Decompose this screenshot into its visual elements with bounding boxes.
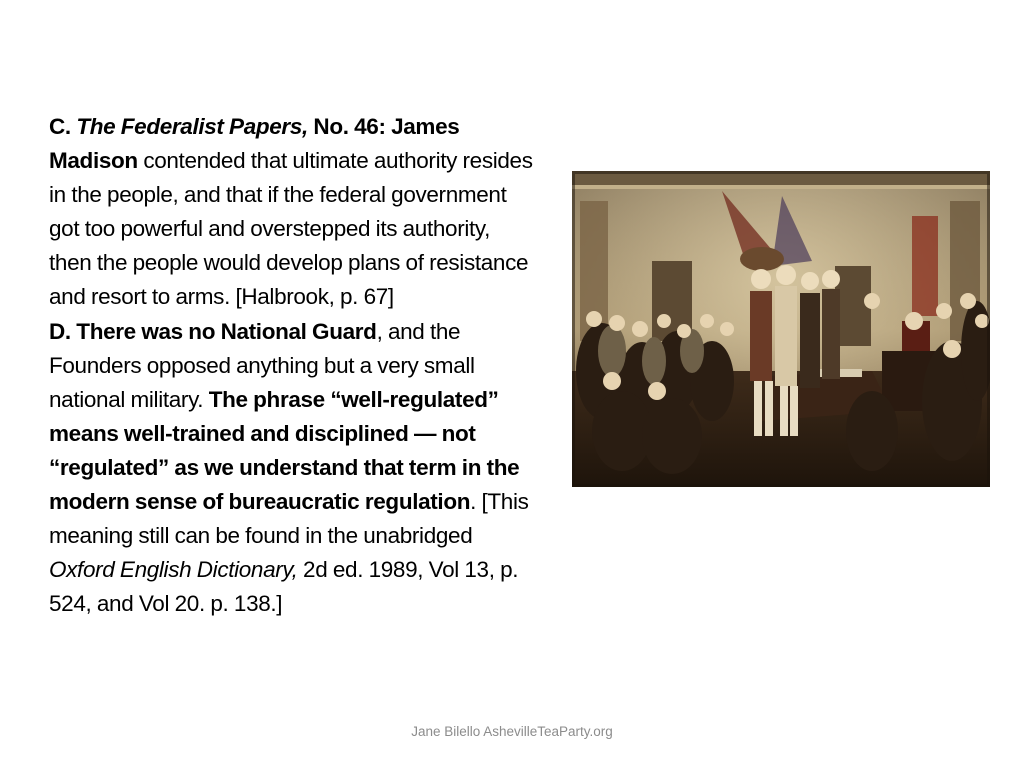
slide-body-text xyxy=(49,110,535,621)
paragraph-c-subject: No. 46: James Madison xyxy=(49,114,460,174)
paragraph-d-text-2: . [This meaning still can be found in the unabridged xyxy=(49,489,529,549)
paragraph-c-text: contended that ultimate authority resides in the people, and that if the federal government got too powerful and overstepped its authority, then the people would develop plans of resistance and resort to arms. [Halbrook, p. 67] xyxy=(49,148,533,310)
declaration-painting-image xyxy=(572,171,990,487)
paragraph-d-emphasis: The phrase “well-regulated” means well-trained and disciplined — not “regulated” as we understand that term in the modern sense of bureaucratic regulation xyxy=(49,386,520,515)
paragraph-d-text-3: 2d ed. 1989, Vol 13, p. 524, and Vol 20. p. 138.] xyxy=(49,557,519,617)
oxford-dictionary-title: Oxford English Dictionary, xyxy=(49,557,298,583)
footer-credit: Jane Bilello AshevilleTeaParty.org xyxy=(411,724,613,739)
paragraph-c xyxy=(49,110,535,315)
paragraph-d-lead: D. There was no National Guard xyxy=(49,318,377,344)
paragraph-d xyxy=(49,315,535,622)
federalist-papers-title: The Federalist Papers, xyxy=(76,114,308,139)
paragraph-c-label: C. xyxy=(49,114,77,139)
paragraph-d-text-1: , and the Founders opposed anything but a very small national military. xyxy=(49,318,475,412)
